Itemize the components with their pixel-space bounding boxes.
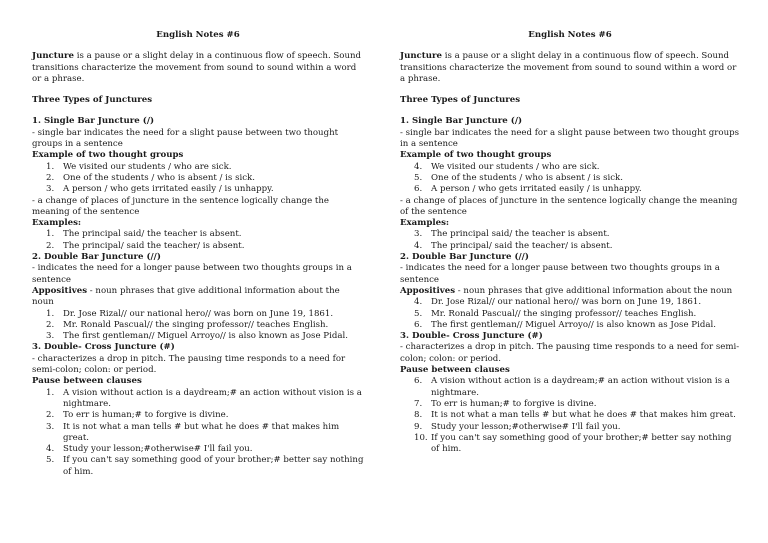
list-item-text: To err is human;# to forgive is divine. — [431, 398, 597, 409]
list-item-number: 7. — [414, 398, 423, 409]
appositives-term: Appositives — [32, 285, 88, 296]
list-item-text: The principal/ said the teacher/ is absent. — [431, 240, 613, 251]
list-item — [400, 376, 740, 399]
list-item-number: 4. — [414, 240, 423, 251]
list-item-number: 6. — [414, 376, 423, 387]
list-item — [32, 229, 364, 240]
list-item-text: A vision without action is a daydream;# an action without vision is a nightmare. — [63, 387, 362, 409]
list-item-text: It is not what a man tells # but what he does # that makes him great. — [431, 410, 736, 421]
double-cross-heading: 3. Double- Cross Juncture (#) — [400, 331, 543, 342]
single-bar-heading: 1. Single Bar Juncture (/) — [400, 116, 523, 127]
list-item-text: The first gentleman// Miguel Arroyo// is also known as Jose Pidal. — [63, 331, 348, 342]
list-item-number: 1. — [46, 308, 55, 319]
types-heading: Three Types of Junctures — [32, 95, 153, 106]
appositives-definition: - noun phrases that give additional information about the noun — [455, 285, 733, 296]
pause-clauses-heading: Pause between clauses — [32, 376, 142, 387]
list-item — [32, 309, 364, 320]
list-item-number: 3. — [46, 421, 55, 432]
single-bar-description: - single bar indicates the need for a slight pause between two thought groups in a sentence — [400, 127, 740, 150]
list-item — [32, 444, 364, 455]
double-bar-heading: 2. Double Bar Juncture (//) — [32, 252, 161, 263]
appositives-list — [400, 297, 740, 331]
list-item — [32, 331, 364, 342]
appositives-paragraph — [32, 286, 364, 309]
pause-clauses-heading: Pause between clauses — [400, 365, 510, 376]
list-item — [400, 297, 740, 308]
page-title: English Notes #6 — [156, 30, 240, 40]
page-title: English Notes #6 — [528, 30, 612, 40]
list-item — [32, 455, 364, 478]
list-item-number: 3. — [46, 331, 55, 342]
list-item-text: One of the students / who is absent / is sick. — [63, 172, 255, 183]
intro-paragraph — [400, 51, 740, 85]
list-item-text: To err is human;# to forgive is divine. — [63, 410, 229, 421]
list-item-text: One of the students / who is absent / is sick. — [431, 172, 623, 183]
single-bar-description: - single bar indicates the need for a slight pause between two thought groups in a sentence — [32, 127, 339, 150]
appositives-definition: - noun phrases that give additional information about the noun — [32, 285, 340, 308]
intro-term: Juncture — [400, 51, 443, 62]
list-item — [32, 422, 364, 445]
list-item-number: 8. — [414, 410, 423, 421]
list-item-text: Mr. Ronald Pascual// the singing professor// teaches English. — [63, 319, 329, 330]
double-bar-description: - indicates the need for a longer pause between two thoughts groups in a sentence — [32, 263, 352, 285]
list-item — [400, 229, 740, 240]
list-item — [32, 162, 364, 173]
appositives-term: Appositives — [400, 285, 456, 296]
list-item-number: 9. — [414, 421, 423, 432]
list-item — [400, 162, 740, 173]
examples-label: Examples: — [32, 218, 82, 229]
list-item-text: It is not what a man tells # but what he does # that makes him great. — [63, 421, 340, 443]
intro-definition: is a pause or a slight delay in a continuous flow of speech. Sound transitions characterize the movement from sound to sound within a word or a phrase. — [32, 51, 362, 84]
list-item-number: 5. — [414, 308, 423, 319]
list-item — [400, 399, 740, 410]
list-item-number: 2. — [46, 410, 55, 421]
list-item — [32, 320, 364, 331]
single-bar-examples-list — [32, 229, 364, 252]
list-item — [400, 173, 740, 184]
thought-groups-heading: Example of two thought groups — [400, 150, 552, 161]
double-bar-description: - indicates the need for a longer pause between two thoughts groups in a sentence — [400, 263, 720, 285]
list-item-text: If you can't say something good of your brother;# better say nothing of him. — [431, 432, 732, 455]
list-item-number: 4. — [414, 161, 423, 172]
list-item-text: The principal said/ the teacher is absent. — [63, 229, 242, 240]
right-column — [400, 30, 740, 455]
list-item-number: 10. — [414, 432, 428, 443]
list-item-number: 1. — [46, 161, 55, 172]
list-item — [400, 320, 740, 331]
list-item-number: 1. — [46, 229, 55, 240]
list-item-number: 1. — [46, 387, 55, 398]
list-item-number: 4. — [46, 444, 55, 455]
appositives-paragraph — [400, 286, 740, 297]
list-item-number: 2. — [46, 319, 55, 330]
pause-clauses-list — [400, 376, 740, 455]
list-item-text: Dr. Jose Rizal// our national hero// was born on June 19, 1861. — [431, 297, 702, 308]
list-item — [32, 388, 364, 411]
appositives-list — [32, 309, 364, 343]
double-cross-description: - characterizes a drop in pitch. The pausing time responds to a need for semi-colon; colon: or period. — [400, 342, 740, 364]
single-bar-heading: 1. Single Bar Juncture (/) — [32, 116, 155, 127]
list-item-text: A person / who gets irritated easily / is unhappy. — [63, 184, 274, 195]
list-item-text: The first gentleman// Miguel Arroyo// is also known as Jose Pidal. — [431, 319, 716, 330]
list-item — [32, 184, 364, 195]
list-item-text: We visited our students / who are sick. — [431, 161, 600, 172]
list-item — [400, 241, 740, 252]
list-item — [400, 410, 740, 421]
thought-groups-list — [400, 162, 740, 196]
left-column — [32, 30, 364, 478]
list-item-text: We visited our students / who are sick. — [63, 161, 232, 172]
list-item — [400, 422, 740, 433]
pause-clauses-list — [32, 388, 364, 478]
list-item — [400, 433, 740, 456]
list-item-text: Study your lesson;#otherwise# I'll fail you. — [431, 421, 621, 432]
examples-label: Examples: — [400, 218, 450, 229]
list-item-number: 5. — [46, 455, 55, 466]
list-item — [400, 309, 740, 320]
list-item-text: Mr. Ronald Pascual// the singing professor// teaches English. — [431, 308, 697, 319]
thought-groups-list — [32, 162, 364, 196]
single-bar-examples-list — [400, 229, 740, 252]
list-item-number: 6. — [414, 184, 423, 195]
list-item-text: The principal/ said the teacher/ is absent. — [63, 240, 245, 251]
list-item — [32, 410, 364, 421]
juncture-change-note: - a change of places of juncture in the sentence logically change the meaning of the sentence — [32, 195, 330, 217]
list-item-number: 4. — [414, 297, 423, 308]
list-item-number: 6. — [414, 319, 423, 330]
list-item-text: If you can't say something good of your brother;# better say nothing of him. — [63, 455, 364, 477]
double-cross-description: - characterizes a drop in pitch. The pausing time responds to a need for semi-colon; colon: or period. — [32, 353, 346, 376]
list-item-text: Dr. Jose Rizal// our national hero// was born on June 19, 1861. — [63, 308, 334, 319]
list-item-number: 2. — [46, 172, 55, 183]
list-item-number: 2. — [46, 240, 55, 251]
types-heading: Three Types of Junctures — [400, 95, 521, 106]
thought-groups-heading: Example of two thought groups — [32, 150, 184, 161]
list-item — [32, 173, 364, 184]
list-item-text: A person / who gets irritated easily / is unhappy. — [431, 184, 642, 195]
intro-paragraph — [32, 51, 364, 85]
double-cross-heading: 3. Double- Cross Juncture (#) — [32, 342, 175, 353]
list-item-text: A vision without action is a daydream;# an action without vision is a nightmare. — [431, 376, 730, 398]
list-item-text: The principal said/ the teacher is absent. — [431, 229, 610, 240]
list-item — [400, 184, 740, 195]
double-bar-heading: 2. Double Bar Juncture (//) — [400, 252, 529, 263]
list-item-number: 5. — [414, 172, 423, 183]
list-item-number: 3. — [414, 229, 423, 240]
juncture-change-note: - a change of places of juncture in the sentence logically change the meaning of the sentence — [400, 195, 738, 217]
list-item-text: Study your lesson;#otherwise# I'll fail you. — [63, 444, 253, 455]
list-item — [32, 241, 364, 252]
intro-term: Juncture — [32, 51, 75, 62]
intro-definition: is a pause or a slight delay in a continuous flow of speech. Sound transitions characterize the movement from sound to sound within a word or a phrase. — [400, 51, 737, 84]
list-item-number: 3. — [46, 184, 55, 195]
